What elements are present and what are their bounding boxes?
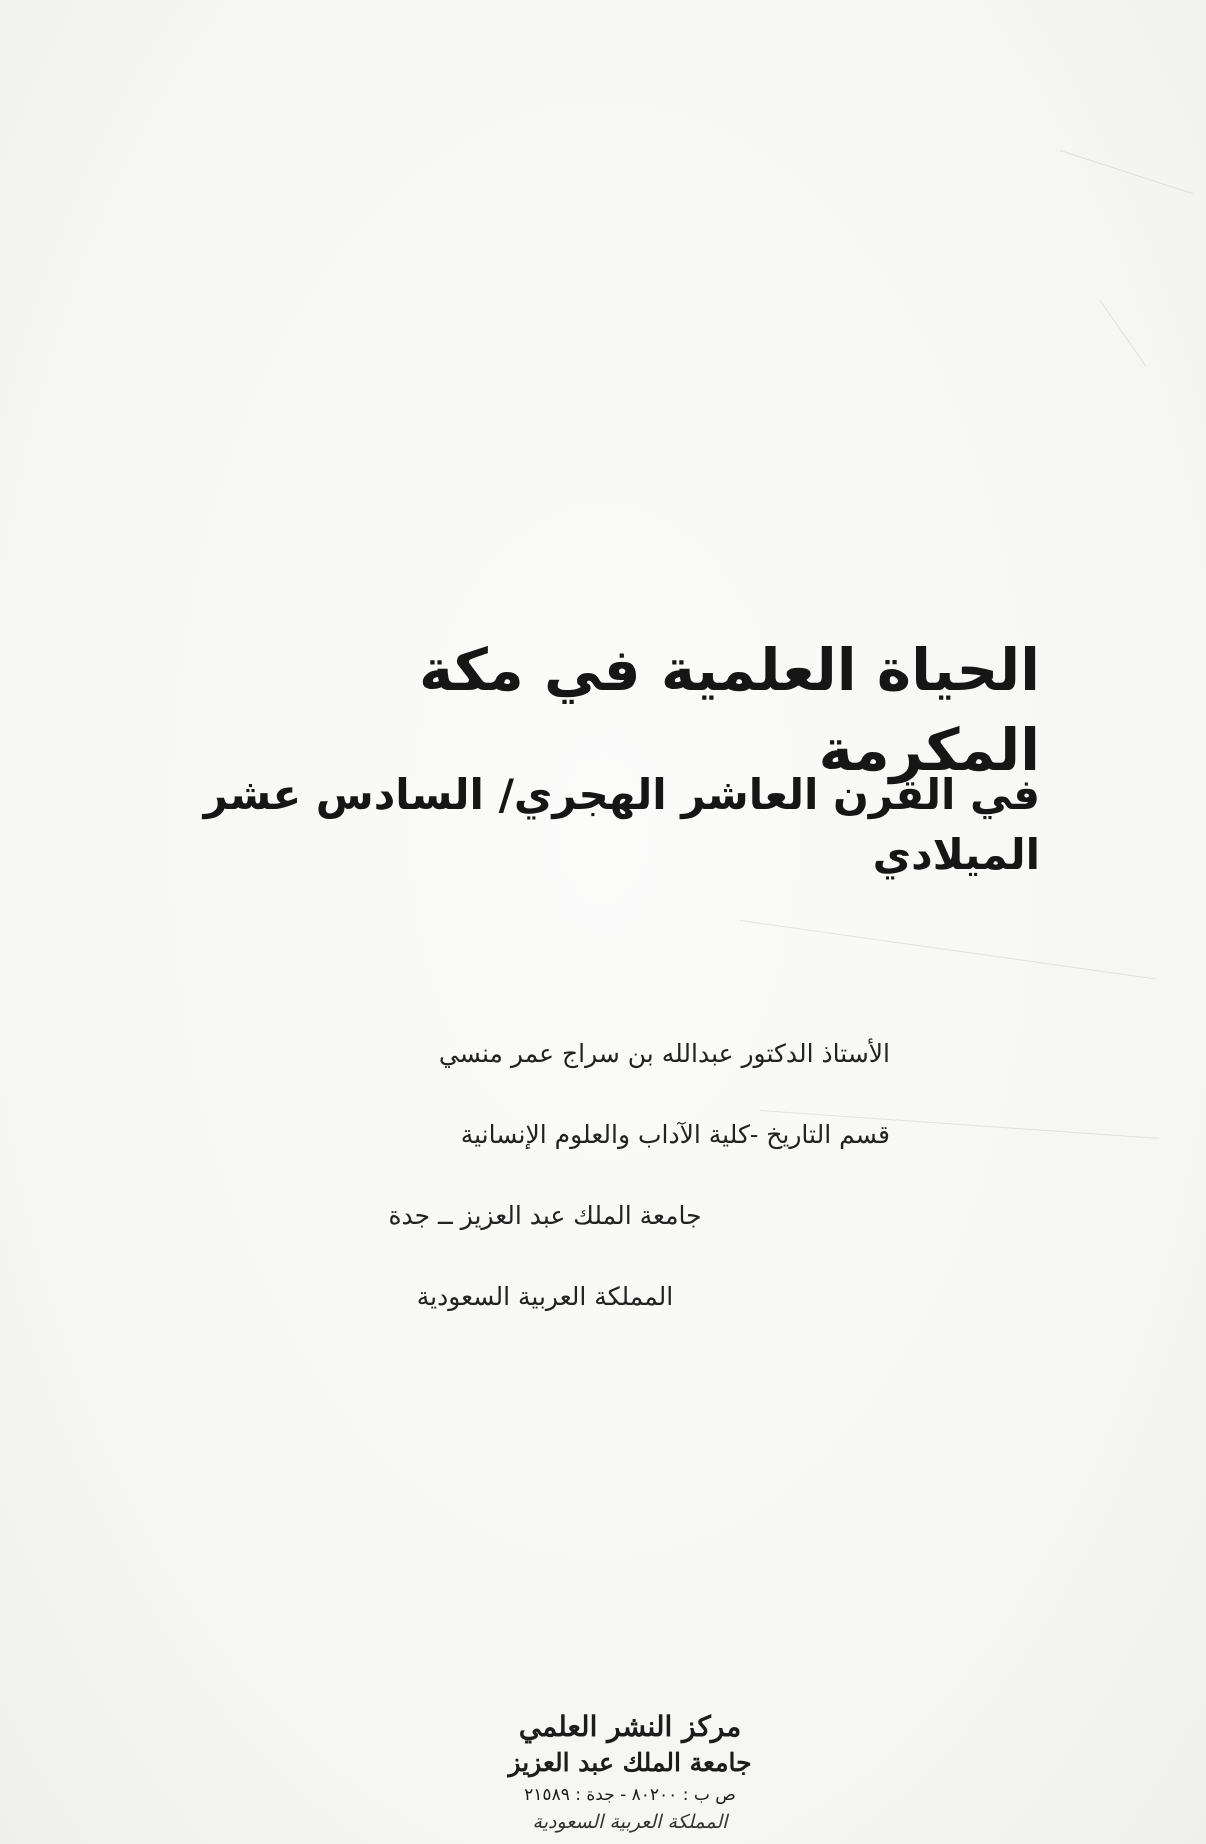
paper-crease [1060,150,1193,194]
author-country: المملكة العربية السعودية [416,1282,674,1311]
book-subtitle: في القرن العاشر الهجري/ السادس عشر الميلادي [203,770,1040,879]
paper-crease [1100,300,1147,366]
author-department: قسم التاريخ -كلية الآداب والعلوم الإنسانية [460,1120,890,1149]
author-university: جامعة الملك عبد العزيز ــ جدة [388,1201,702,1230]
publisher-university: جامعة الملك عبد العزيز [508,1748,752,1777]
book-title: الحياة العلمية في مكة المكرمة [418,636,1040,784]
publisher-imprint [480,1710,780,1836]
publisher-address: ص ب : ٨٠٢٠٠ - جدة : ٢١٥٨٩ [524,1785,736,1805]
author-info [300,1040,890,1364]
publisher-name: مركز النشر العلمي [518,1710,742,1743]
author-name: الأستاذ الدكتور عبدالله بن سراج عمر منسي [438,1039,890,1068]
paper-crease [740,920,1156,979]
publisher-country: المملكة العربية السعودية [532,1811,728,1833]
